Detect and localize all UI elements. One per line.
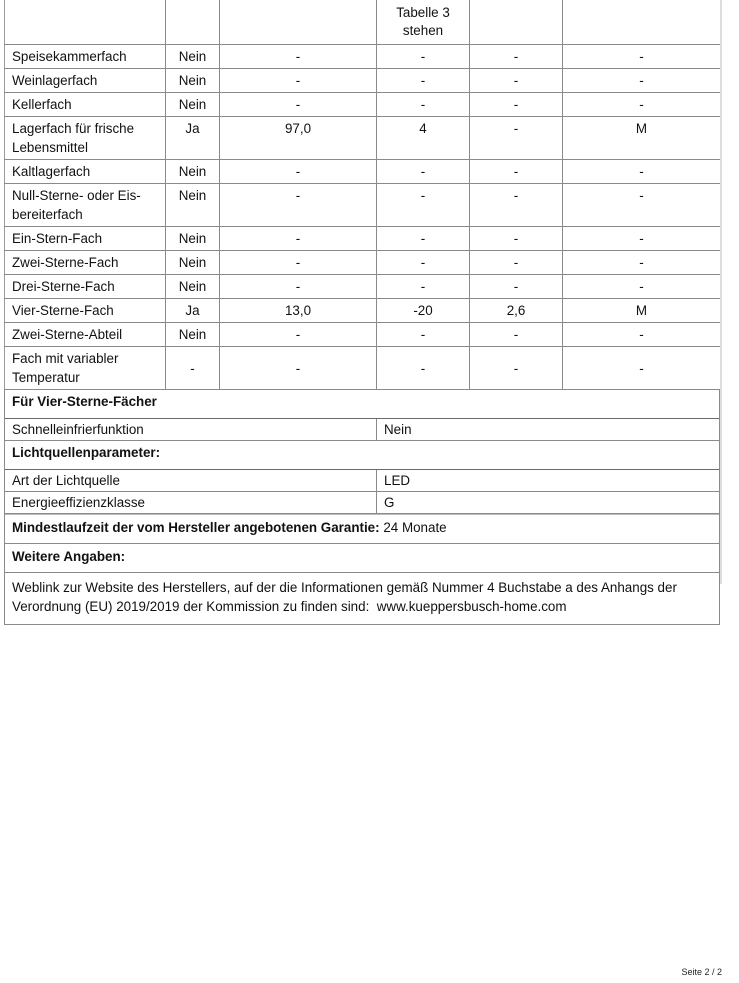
fast-freeze-label: Schnelleinfrierfunktion: [5, 419, 377, 440]
table-row: [5, 227, 721, 251]
light-type-row: [5, 470, 719, 492]
compartment-value: -: [377, 275, 470, 299]
page-edge-shadow: [720, 0, 722, 584]
compartment-value: -: [470, 227, 563, 251]
more-title: Weitere Angaben:: [5, 544, 719, 573]
compartment-value: Ja: [166, 299, 220, 323]
compartment-name: Vier-Sterne-Fach: [5, 299, 166, 323]
compartment-name: Zwei-Sterne-Fach: [5, 251, 166, 275]
compartment-value: -: [470, 45, 563, 69]
compartment-value: Nein: [166, 227, 220, 251]
compartment-value: Nein: [166, 93, 220, 117]
compartment-value: -: [470, 347, 563, 390]
compartment-value: -: [166, 347, 220, 390]
compartment-value: -20: [377, 299, 470, 323]
table-row: [5, 69, 721, 93]
compartment-name: Null-Sterne- oder Eis-bereiterfach: [5, 184, 166, 227]
header-cell: [470, 0, 563, 45]
compartment-value: -: [470, 323, 563, 347]
compartment-value: -: [220, 45, 377, 69]
document-page: [4, 0, 720, 625]
compartment-value: Nein: [166, 184, 220, 227]
compartment-value: -: [470, 69, 563, 93]
compartment-value: -: [470, 184, 563, 227]
compartment-value: -: [377, 184, 470, 227]
compartment-value: -: [470, 160, 563, 184]
energy-class-label: Energieeffizienzklasse: [5, 492, 377, 513]
table-row: [5, 45, 721, 69]
table-row: [5, 117, 721, 160]
compartment-value: -: [377, 69, 470, 93]
compartment-value: -: [563, 45, 721, 69]
table-row: [5, 93, 721, 117]
table-row: [5, 184, 721, 227]
warranty-value: 24 Monate: [383, 520, 447, 535]
header-cell: [220, 0, 377, 45]
compartment-value: -: [220, 184, 377, 227]
weblink-row: [5, 573, 719, 624]
compartment-value: -: [563, 184, 721, 227]
compartment-value: -: [563, 69, 721, 93]
table-row: [5, 251, 721, 275]
compartment-name: Lagerfach für frische Lebensmittel: [5, 117, 166, 160]
compartment-value: -: [377, 45, 470, 69]
compartment-name: Kellerfach: [5, 93, 166, 117]
compartment-name: Zwei-Sterne-Abteil: [5, 323, 166, 347]
table-row: [5, 323, 721, 347]
compartment-value: 2,6: [470, 299, 563, 323]
compartment-value: -: [563, 347, 721, 390]
light-section: [4, 441, 720, 514]
compartment-value: -: [220, 275, 377, 299]
compartment-name: Kaltlagerfach: [5, 160, 166, 184]
compartment-table: [4, 0, 721, 390]
compartment-value: -: [563, 227, 721, 251]
compartment-value: -: [563, 93, 721, 117]
compartment-value: Ja: [166, 117, 220, 160]
table-row: [5, 299, 721, 323]
four-star-section: [4, 390, 720, 441]
compartment-value: -: [377, 93, 470, 117]
compartment-name: Drei-Sterne-Fach: [5, 275, 166, 299]
compartment-value: -: [563, 323, 721, 347]
compartment-value: -: [377, 227, 470, 251]
section-title: Für Vier-Sterne-Fächer: [5, 390, 719, 419]
table-row: [5, 347, 721, 390]
fast-freeze-row: [5, 419, 719, 440]
header-cell: [563, 0, 721, 45]
page-number: Seite 2 / 2: [681, 967, 722, 977]
compartment-value: -: [220, 69, 377, 93]
header-cell: [5, 0, 166, 45]
light-type-value: LED: [384, 473, 411, 488]
compartment-value: 13,0: [220, 299, 377, 323]
header-cell: [166, 0, 220, 45]
light-type-label: Art der Lichtquelle: [5, 470, 377, 491]
warranty-row: [5, 514, 719, 544]
energy-class-row: [5, 492, 719, 513]
table-row: [5, 160, 721, 184]
compartment-value: -: [377, 251, 470, 275]
weblink-url[interactable]: www.kueppersbusch-home.com: [376, 599, 567, 614]
compartment-value: Nein: [166, 275, 220, 299]
table-header-row: [5, 0, 721, 45]
compartment-name: Fach mit variabler Temperatur: [5, 347, 166, 390]
compartment-value: -: [470, 93, 563, 117]
compartment-value: Nein: [166, 251, 220, 275]
compartment-name: Ein-Stern-Fach: [5, 227, 166, 251]
compartment-value: -: [563, 160, 721, 184]
energy-class-value: G: [384, 495, 395, 510]
compartment-value: Nein: [166, 160, 220, 184]
compartment-value: 4: [377, 117, 470, 160]
compartment-value: -: [377, 160, 470, 184]
compartment-value: Nein: [166, 45, 220, 69]
weblink-text: Weblink zur Website des Herstellers, auf der die Informationen gemäß Nummer 4 Buchstabe a des Anhangs der Verordnung (EU) 2019/2019 der Kommission zu finden sind:: [12, 580, 677, 614]
compartment-value: -: [220, 251, 377, 275]
compartment-value: -: [470, 117, 563, 160]
compartment-value: M: [563, 299, 721, 323]
compartment-value: M: [563, 117, 721, 160]
compartment-value: 97,0: [220, 117, 377, 160]
compartment-value: -: [470, 251, 563, 275]
section-title: Lichtquellenparameter:: [5, 441, 719, 470]
compartment-value: -: [470, 275, 563, 299]
compartment-value: Nein: [166, 69, 220, 93]
header-cell-tabelle: Tabelle 3 stehen: [377, 0, 470, 45]
table-row: [5, 275, 721, 299]
compartment-value: -: [220, 93, 377, 117]
compartment-value: Nein: [166, 323, 220, 347]
compartment-name: Speisekammerfach: [5, 45, 166, 69]
warranty-label: Mindestlaufzeit der vom Hersteller angebotenen Garantie:: [12, 520, 380, 535]
fast-freeze-value: Nein: [384, 422, 412, 437]
warranty-section: [4, 514, 720, 625]
compartment-name: Weinlagerfach: [5, 69, 166, 93]
compartment-value: -: [377, 347, 470, 390]
compartment-value: -: [220, 227, 377, 251]
compartment-value: -: [220, 347, 377, 390]
compartment-value: -: [220, 160, 377, 184]
compartment-value: -: [563, 251, 721, 275]
compartment-value: -: [220, 323, 377, 347]
compartment-value: -: [377, 323, 470, 347]
compartment-value: -: [563, 275, 721, 299]
